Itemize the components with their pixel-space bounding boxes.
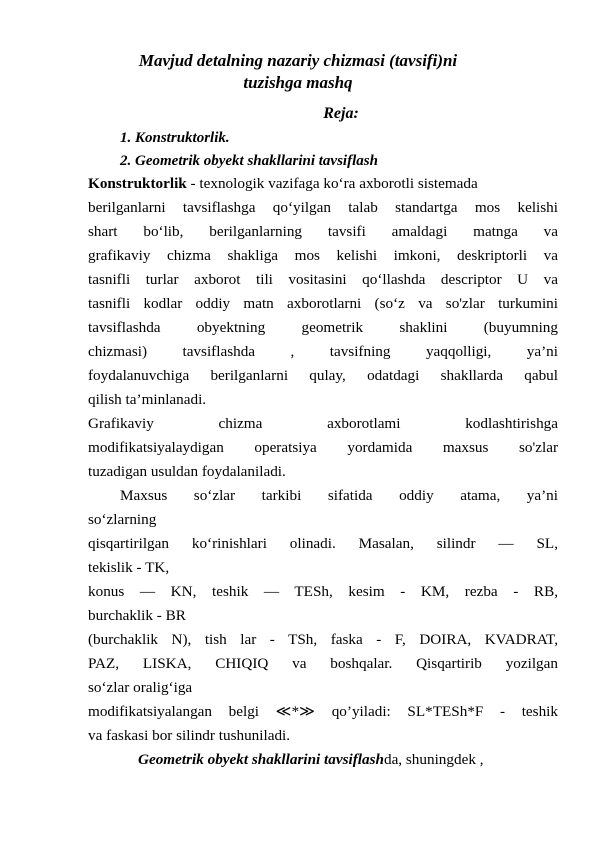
text-line: berilganlarni tavsiflashga qo‘yilgan talab standartga mos kelishi (88, 199, 558, 216)
text-line: modifikatsiyalangan belgi ≪*≫ qo’yiladi: SL*TESh*F - teshik (88, 703, 558, 720)
text-line: foydalanuvchiga berilganlarni qulay, odatdagi shakllarda qabul (88, 367, 558, 384)
text-line (88, 173, 558, 195)
text-line: grafikaviy chizma shakliga mos kelishi imkoni, deskriptorli va (88, 247, 558, 264)
text-line: so‘zlarning (88, 511, 157, 528)
text-line: konus — KN, teshik — TESh, kesim - KM, rezba - RB, (88, 583, 558, 600)
text-line: chizmasi) tavsiflashda , tavsifning yaqqolligi, ya’ni (88, 343, 558, 360)
text-span: - texnologik vazifaga ko‘ra axborotli sistemada (186, 175, 478, 192)
text-line: Maxsus so‘zlar tarkibi sifatida oddiy atama, ya’ni (120, 487, 558, 504)
text-line: (burchaklik N), tish lar - TSh, faska - F, DOIRA, KVADRAT, (88, 631, 558, 648)
text-line: tasnifli kodlar oddiy matn axborotlarni (so‘z va so'zlar turkumini (88, 295, 558, 312)
plan-item-2: 2. Geometrik obyekt shakllarini tavsiflash (120, 153, 378, 169)
text-line: burchaklik - BR (88, 607, 186, 624)
plan-item-1: 1. Konstruktorlik. (120, 130, 230, 146)
text-line: va faskasi bor silindr tushuniladi. (88, 727, 291, 744)
text-line: qilish ta’minlanadi. (88, 391, 207, 408)
plan-heading: Reja: (323, 105, 359, 122)
text-line: tavsiflashda obyektning geometrik shaklini (buyumning (88, 319, 558, 336)
text-line: tuzadigan usuldan foydalaniladi. (88, 463, 286, 480)
text-line: Grafikaviy chizma axborotlami kodlashtirishga (88, 415, 558, 432)
term-konstruktorlik: Konstruktorlik (88, 175, 187, 192)
text-line: tekislik - TK, (88, 559, 170, 576)
text-line: modifikatsiyalaydigan operatsiya yordamida maxsus so'zlar (88, 439, 558, 456)
text-line: qisqartirilgan ko‘rinishlari olinadi. Masalan, silindr — SL, (88, 535, 558, 552)
text-line (138, 749, 558, 771)
document-title-line-1: Mavjud detalning nazariy chizmasi (tavsifi)ni (138, 51, 458, 70)
text-line: so‘zlar oralig‘iga (88, 679, 193, 696)
text-line: PAZ, LISKA, CHIQIQ va boshqalar. Qisqartirib yozilgan (88, 655, 558, 672)
text-line: tasnifli turlar axborot tili vositasini qo‘llashda descriptor U va (88, 271, 558, 288)
term-geometrik-obyekt: Geometrik obyekt shakllarini tavsiflash (138, 751, 384, 768)
text-line: shart bo‘lib, berilganlarning tavsifi amaldagi matnga va (88, 223, 558, 240)
document-title-line-2: tuzishga mashq (243, 73, 353, 92)
text-span: da, shuningdek , (383, 751, 484, 768)
